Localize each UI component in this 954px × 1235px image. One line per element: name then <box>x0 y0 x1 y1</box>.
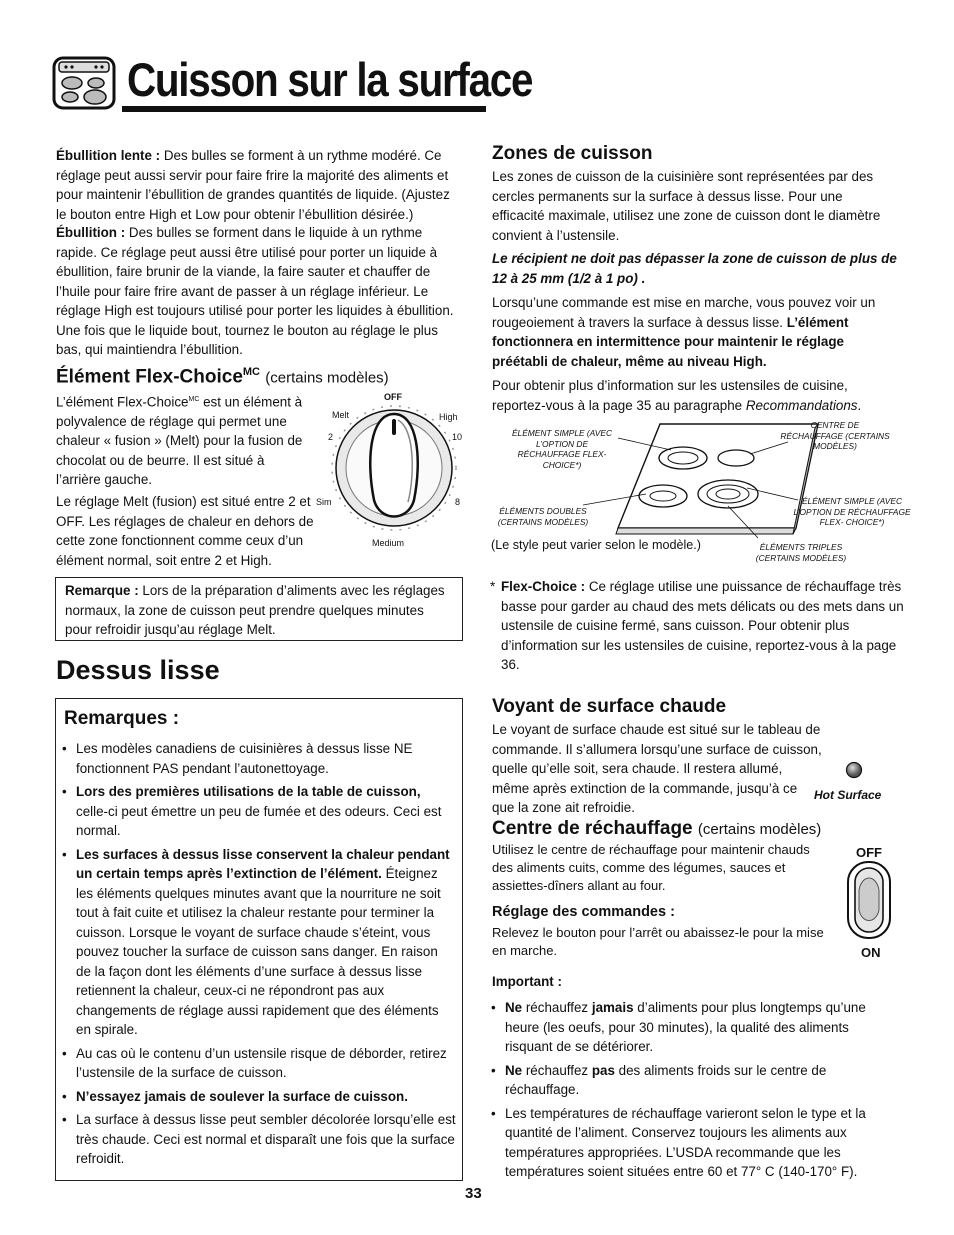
label-element-simple-2: ÉLÉMENT SIMPLE (AVEC L’OPTION DE RÉCHAUFFAGE FLEX- CHOICE*) <box>793 496 911 527</box>
label-element-simple: ÉLÉMENT SIMPLE (AVEC L’OPTION DE RÉCHAUFFAGE FLEX-CHOICE*) <box>511 428 613 470</box>
list-item: • Lors des premières utilisations de la table de cuisson, celle-ci peut émettre un peu de fumée et des odeurs. Ceci est normal. <box>56 782 456 841</box>
list-item: • Les températures de réchauffage varieront selon le type et la quantité de l’aliment. Conservez toujours les aliments aux températures appropriées. L’USDA recommande que les températures soient situées entre 60 et 77° C (140-170° F). <box>485 1104 880 1182</box>
label-style-varier: (Le style peut varier selon le modèle.) <box>491 538 701 552</box>
switch-off-label: OFF <box>856 845 882 860</box>
hot-surface-light-icon <box>845 761 863 779</box>
list-item: • N’essayez jamais de soulever la surface de cuisson. <box>56 1087 456 1107</box>
list-item: • Au cas où le contenu d’un ustensile risque de déborder, retirez l’ustensile de la surface de cuisson. <box>56 1044 456 1083</box>
dessus-lisse-heading: Dessus lisse <box>56 655 220 685</box>
reglage-paragraph: Relevez le bouton pour l’arrêt ou abaissez-le pour la mise en marche. <box>492 925 824 958</box>
flex-choice-footnote: * Flex-Choice : Ce réglage utilise une puissance de réchauffage très basse pour garder au chaud des mets délicats ou des mets dans un ustensile de cuisine fermé, sans cuisson. Pour obtenir plus d’information sur les ustensiles de cuisine, reportez-vous à la page 36. <box>490 579 904 672</box>
zones-paragraph-1: Les zones de cuisson de la cuisinière sont représentées par des cercles permanents sur la surface à dessus lisse. Pour une efficacité maximale, utilisez une zone de cuisson dont le diamètre convient à l’ustensile. <box>492 169 881 243</box>
page-title: Cuisson sur la surface <box>127 53 533 106</box>
zones-heading: Zones de cuisson <box>492 143 653 164</box>
remarque-box: Remarque : Lors de la préparation d’aliments avec les réglages normaux, la zone de cuisson peut prendre quelques minutes pour refroidir jusqu’au réglage Melt. <box>55 577 463 641</box>
page-number: 33 <box>465 1185 482 1202</box>
switch-on-label: ON <box>861 945 881 960</box>
list-item: • Les surfaces à dessus lisse conservent la chaleur pendant un certain temps après l’extinction de l’élément. Éteignez les éléments quelques minutes avant que la nourriture ne soit tout à fait cuite et utilisez la chaleur restante pour terminer la cuisson. Lorsque le voyant de surface chaude s’éteint, vous pouvez toucher la surface de cuisson sans danger. En raison de la façon dont les éléments d’une surface à dessus lisse retiennent la chaleur, ceux-ci ne répondront pas aux changements de réglage aussi rapidement que des éléments en spirale. <box>56 845 456 1040</box>
cooktop-icon <box>50 55 118 111</box>
flex-choice-heading: Élément Flex-Choice$^{MC}$ (certains modèles) <box>56 366 389 388</box>
centre-heading: Centre de réchauffage (certains modèles) <box>492 818 822 839</box>
knob-label-high: High <box>439 412 458 422</box>
zones-paragraph-3: Lorsqu’une commande est mise en marche, vous pouvez voir un rougeoiement à travers la surface à dessus lisse. L’élément fonctionnera en intermittence pour maintenir le réglage préétabli de chaleur, même au niveau High. <box>492 295 876 369</box>
reglage-heading: Réglage des commandes : <box>492 904 675 920</box>
rocker-switch-icon <box>846 860 892 940</box>
ebullition-paragraph: Ébullition : Des bulles se forment dans le liquide à un rythme rapide. Ce réglage peut aussi être utilisé pour porter un liquide à ébullition, faire brunir de la viande, la faire sauter et chauffer de l’huile pour faire frire avant de passer à un réglage inférieur. Le réglage High est toujours utilisé pour porter les liquides à ébullition. Une fois que le liquide bout, tournez le bouton au réglage le plus bas, qui maintiendra l’ébullition. <box>56 225 454 357</box>
label-elements-doubles: ÉLÉMENTS DOUBLES (CERTAINS MODÈLES) <box>497 506 589 527</box>
remarques-heading: Remarques : <box>64 708 180 729</box>
important-label: Important : <box>492 974 562 989</box>
voyant-paragraph: Le voyant de surface chaude est situé sur le tableau de commande. Il s’allumera lorsqu’une surface de cuisson, quelle qu’elle soit, sera chaude. Il restera allumé, même après extinction de la commande, jusqu’à ce que la zone ait refroidie. <box>492 722 822 815</box>
hot-surface-label: Hot Surface <box>814 788 882 802</box>
important-list <box>485 998 880 1186</box>
remarques-box <box>55 698 463 1181</box>
list-item: • Ne réchauffez jamais d’aliments pour plus longtemps qu’une heure (les oeufs, pour 30 minutes), la qualité des aliments risquant de se détériorer. <box>485 998 880 1057</box>
label-elements-triples: ÉLÉMENTS TRIPLES (CERTAINS MODÈLES) <box>755 542 847 563</box>
title-rule <box>122 106 486 112</box>
voyant-heading: Voyant de surface chaude <box>492 696 727 717</box>
list-item: • Ne réchauffez pas des aliments froids sur le centre de réchauffage. <box>485 1061 880 1100</box>
knob-label-2: 2 <box>328 432 334 442</box>
flex-choice-paragraph-2: Le réglage Melt (fusion) est situé entre 2 et OFF. Les réglages de chaleur en dehors de cette zone fonctionnent comme ceux d’un élément normal, soit entre 2 et High. <box>56 494 314 568</box>
cooktop-diagram <box>488 418 923 566</box>
control-knob-diagram <box>312 390 467 552</box>
knob-label-sim: Sim <box>316 497 332 507</box>
label-centre-rechauffage: CENTRE DE RÉCHAUFFAGE (CERTAINS MODÈLES) <box>780 420 890 451</box>
ebullition-lente-paragraph: Ébullition lente : Des bulles se forment à un rythme modéré. Ce réglage peut aussi servir pour faire frire la majorité des aliments et pour maintenir l’ébullition de grandes quantités de liquide. (Ajustez le bouton entre High et Low pour obtenir l’ébullition désirée.) <box>56 148 450 222</box>
zones-paragraph-4: Pour obtenir plus d’information sur les ustensiles de cuisine, reportez-vous à la page 35 au paragraphe Recommandations. <box>492 378 862 413</box>
remarques-list <box>56 739 456 1173</box>
zones-paragraph-2: Le récipient ne doit pas dépasser la zone de cuisson de plus de 12 à 25 mm (1/2 à 1 po) . <box>492 251 897 286</box>
knob-label-8: 8 <box>455 497 461 507</box>
list-item: • Les modèles canadiens de cuisinières à dessus lisse NE fonctionnent PAS pendant l’autonettoyage. <box>56 739 456 778</box>
list-item: • La surface à dessus lisse peut sembler décolorée lorsqu’elle est très chaude. Ceci est normal et disparaît une fois que la surface refroidit. <box>56 1110 456 1169</box>
knob-label-melt: Melt <box>332 410 350 420</box>
knob-label-medium: Medium <box>372 538 405 548</box>
flex-choice-paragraph-1: L’élément Flex-Choice$^{MC}$ est un élément à polyvalence de réglage qui permet une chaleur « fusion » (Melt) pour la fusion de chocolat ou de beurre. Il est situé à l’arrière gauche. <box>56 394 303 488</box>
centre-paragraph: Utilisez le centre de réchauffage pour maintenir chauds des aliments cuits, comme des légumes, sauces et assiettes-dîners allant au four. <box>492 842 810 893</box>
knob-label-off: OFF <box>384 392 402 402</box>
knob-label-10: 10 <box>452 432 463 442</box>
